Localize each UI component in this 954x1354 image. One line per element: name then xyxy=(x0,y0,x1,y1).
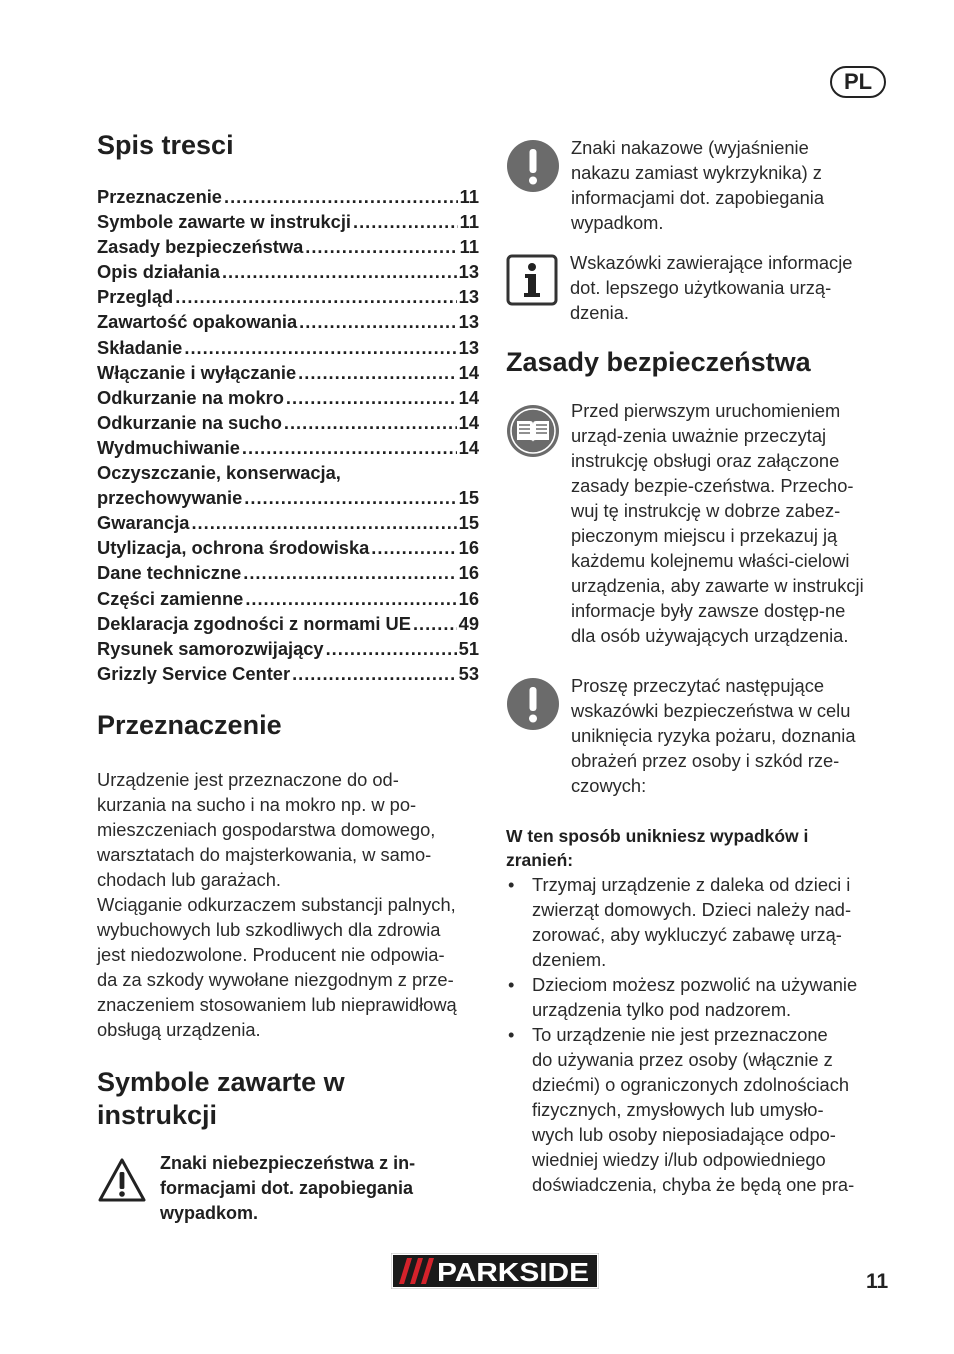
toc-dot-leader xyxy=(175,284,456,309)
text-line: wybuchowych lub szkodliwych dla zdrowia xyxy=(97,918,441,940)
text-line: zorować, aby wykluczyć zabawę urzą- xyxy=(532,924,842,945)
toc-dot-leader xyxy=(353,209,458,234)
text-line: • To urządzenie nie jest przeznaczone xyxy=(532,1024,828,1045)
toc-item-label: Części zamienne xyxy=(97,587,244,609)
brand-text: PARKSIDE xyxy=(437,1257,589,1287)
safety-bullet-list xyxy=(506,872,890,1197)
toc-item-page: 49 xyxy=(458,612,479,634)
toc-item-label: Składanie xyxy=(97,336,183,358)
toc-item-page: 13 xyxy=(458,311,479,333)
toc-item-label: Odkurzanie na sucho xyxy=(97,411,282,433)
text-line: warsztatach do majsterkowania, w samo- xyxy=(97,843,432,865)
toc-item-page: 51 xyxy=(458,637,479,659)
text-line: wypadkom. xyxy=(571,212,664,233)
toc-item xyxy=(97,636,479,661)
text-line: urządzenia, aby zawarte w instrukcji xyxy=(571,575,864,596)
book-icon xyxy=(506,404,560,463)
symbol-mandatory-row xyxy=(506,135,890,235)
section-title-symbole-line1: Symbole zawarte w xyxy=(97,1066,345,1097)
toc-item xyxy=(97,335,479,360)
toc-item-page: 13 xyxy=(458,336,479,358)
toc-dot-leader xyxy=(244,485,456,510)
table-of-contents xyxy=(97,184,479,686)
text-line: fizycznych, zmysłowych lub umysło- xyxy=(532,1099,824,1120)
text-line: • Trzymaj urządzenie z daleka od dzieci i xyxy=(532,874,851,895)
toc-item-label: Deklaracja zgodności z normami UE xyxy=(97,612,411,634)
list-item xyxy=(506,872,890,972)
text-line: Znaki niebezpieczeństwa z in- xyxy=(160,1152,416,1173)
przeznaczenie-body xyxy=(97,767,479,1042)
text-line: Wskazówki zawierające informacje xyxy=(570,252,853,273)
toc-dot-leader xyxy=(184,335,456,360)
toc-item-page: 16 xyxy=(458,537,479,559)
info-square-icon xyxy=(506,254,558,311)
toc-item-label: Zasady bezpieczeństwa xyxy=(97,236,304,258)
toc-item-page: 14 xyxy=(458,361,479,383)
text-line: znaczeniem stosowaniem lub nieprawidłową xyxy=(97,993,457,1015)
toc-item-label: Oczyszczanie, konserwacja, xyxy=(97,462,341,484)
toc-item-page: 13 xyxy=(458,286,479,308)
read-manual-text xyxy=(571,398,864,648)
text-line: dot. lepszego użytkowania urzą- xyxy=(570,277,832,298)
text-line: każdemu kolejnemu właści-cielowi xyxy=(571,550,850,571)
toc-item-page: 15 xyxy=(458,512,479,534)
toc-dot-leader xyxy=(224,184,458,209)
text-line: do używania przez osoby (włącznie z xyxy=(532,1049,833,1070)
section-title-przeznaczenie: Przeznaczenie xyxy=(97,709,282,740)
toc-dot-leader xyxy=(326,636,457,661)
exclamation-circle-icon xyxy=(506,139,560,198)
left-column xyxy=(97,126,479,1226)
text-line: Proszę przeczytać następujące xyxy=(571,675,825,696)
toc-item-page: 13 xyxy=(458,261,479,283)
read-warnings-text xyxy=(571,673,856,798)
text-line: dla osób używających urządzenia. xyxy=(571,625,849,646)
toc-item-page: 53 xyxy=(458,662,479,684)
text-line: urządzenia tylko pod nadzorem. xyxy=(532,999,792,1020)
toc-item-label: Grizzly Service Center xyxy=(97,662,291,684)
symbol-mandatory-text xyxy=(571,135,824,235)
toc-dot-leader xyxy=(245,586,456,611)
toc-item-label: Wydmuchiwanie xyxy=(97,436,240,458)
toc-dot-leader xyxy=(371,535,456,560)
toc-item-page: 16 xyxy=(458,587,479,609)
page-number: 11 xyxy=(866,1270,889,1293)
toc-item-page: 11 xyxy=(459,211,479,233)
text-line: doświadczenia, chyba że będą one pra- xyxy=(532,1174,855,1195)
toc-item-page: 11 xyxy=(459,186,479,207)
text-line: instrukcję obsługi oraz załączone xyxy=(571,450,840,471)
toc-item xyxy=(97,360,479,385)
parkside-logo xyxy=(391,1253,599,1289)
safety-subheading-line1: W ten sposób unikniesz wypadków i xyxy=(506,826,809,846)
text-line: obsługą urządzenia. xyxy=(97,1018,261,1040)
toc-item-page: 11 xyxy=(459,236,479,258)
toc-item-label: Przegląd xyxy=(97,286,174,308)
toc-item xyxy=(97,209,479,234)
text-line: chodach lub garażach. xyxy=(97,868,281,890)
text-line: zasady bezpie-czeństwa. Przecho- xyxy=(571,475,854,496)
symbol-info-text xyxy=(570,250,852,325)
toc-item xyxy=(97,435,479,460)
toc-dot-leader xyxy=(191,510,456,535)
toc-item xyxy=(97,385,479,410)
text-line: zwierząt domowych. Dzieci należy nad- xyxy=(532,899,852,920)
warning-triangle-icon xyxy=(97,1157,147,1208)
text-line: da za szkody wywołane niezgodnym z prze- xyxy=(97,968,454,990)
right-column xyxy=(506,126,890,1197)
toc-item xyxy=(97,259,479,284)
toc-dot-leader xyxy=(242,435,457,460)
toc-item xyxy=(97,535,479,560)
symbol-info-row xyxy=(506,250,890,325)
section-title-symbole-line2: instrukcji xyxy=(97,1099,218,1130)
toc-item xyxy=(97,309,479,334)
text-line: Przed pierwszym uruchomieniem xyxy=(571,400,841,421)
toc-item xyxy=(97,184,479,209)
toc-item-label: Dane techniczne xyxy=(97,562,242,584)
text-line: wych lub osoby nieposiadające odpo- xyxy=(532,1124,836,1145)
text-line: czowych: xyxy=(571,775,647,796)
text-line: formacjami dot. zapobiegania xyxy=(160,1177,414,1198)
read-warnings-row xyxy=(506,673,890,798)
toc-item xyxy=(97,485,479,510)
toc-item-label: Odkurzanie na mokro xyxy=(97,386,284,408)
text-line: nakazu zamiast wykrzyknika) z xyxy=(571,162,822,183)
toc-item xyxy=(97,611,479,636)
text-line: • Dzieciom możesz pozwolić na używanie xyxy=(532,974,858,995)
toc-item-label: Gwarancja xyxy=(97,512,190,534)
section-title-zasady: Zasady bezpieczeństwa xyxy=(506,347,811,377)
toc-item-page: 14 xyxy=(458,436,479,458)
toc-item xyxy=(97,586,479,611)
read-manual-row xyxy=(506,398,890,648)
text-line: mieszczeniach gospodarstwa domowego, xyxy=(97,818,436,840)
text-line: jest niedozwolone. Producent nie odpowia- xyxy=(97,943,445,965)
toc-item-label: Rysunek samorozwijający xyxy=(97,637,324,659)
toc-item xyxy=(97,284,479,309)
exclamation-circle-icon xyxy=(506,677,560,736)
list-item xyxy=(506,1022,890,1197)
text-line: Znaki nakazowe (wyjaśnienie xyxy=(571,137,809,158)
toc-dot-leader xyxy=(284,410,457,435)
toc-item xyxy=(97,510,479,535)
list-item xyxy=(506,972,890,1022)
toc-item xyxy=(97,560,479,585)
text-line: Wciąganie odkurzaczem substancji palnych, xyxy=(97,893,456,915)
toc-item-label: Włączanie i wyłączanie xyxy=(97,361,297,383)
text-line: wypadkom. xyxy=(160,1202,259,1223)
text-line: dziećmi) o ograniczonych zdolnościach xyxy=(532,1074,850,1095)
text-line: wiedniej wiedzy i/lub odpowiedniego xyxy=(532,1149,826,1170)
text-line: dzeniem. xyxy=(532,949,607,970)
text-line: informacjami dot. zapobiegania xyxy=(571,187,825,208)
symbol-warning-row xyxy=(97,1151,479,1226)
language-badge: PL xyxy=(830,66,886,98)
text-line: urząd-zenia uważnie przeczytaj xyxy=(571,425,827,446)
toc-item-page: 14 xyxy=(458,386,479,408)
toc-dot-leader xyxy=(243,560,456,585)
text-line: dzenia. xyxy=(570,302,629,323)
toc-dot-leader xyxy=(413,611,457,636)
safety-subheading-line2: zranień: xyxy=(506,850,574,870)
toc-item-label: Opis działania xyxy=(97,261,220,283)
text-line: kurzania na sucho i na mokro np. w po- xyxy=(97,793,417,815)
toc-item-page: 16 xyxy=(458,562,479,584)
toc-item xyxy=(97,661,479,686)
text-line: pieczonym miejscu i przekazuj ją xyxy=(571,525,838,546)
toc-item xyxy=(97,410,479,435)
toc-item-label: Utylizacja, ochrona środowiska xyxy=(97,537,370,559)
toc-item-label: Zawartość opakowania xyxy=(97,311,298,333)
toc-dot-leader xyxy=(286,385,457,410)
toc-dot-leader xyxy=(305,234,457,259)
text-line: uniknięcia ryzyka pożaru, doznania xyxy=(571,725,856,746)
text-line: informacje były zawsze dostęp-ne xyxy=(571,600,846,621)
text-line: wuj tę instrukcję w dobrze zabez- xyxy=(571,500,841,521)
section-title-symbole xyxy=(97,1066,479,1132)
toc-item xyxy=(97,460,479,485)
symbol-warning-text xyxy=(160,1151,415,1226)
toc-dot-leader xyxy=(298,360,457,385)
toc-item-label: Przeznaczenie xyxy=(97,186,222,207)
toc-item-page: 14 xyxy=(458,411,479,433)
toc-dot-leader xyxy=(299,309,457,334)
safety-subheading xyxy=(506,824,890,872)
text-line: obrażeń przez osoby i szkód rze- xyxy=(571,750,840,771)
toc-item xyxy=(97,234,479,259)
toc-dot-leader xyxy=(292,661,457,686)
text-line: wskazówki bezpieczeństwa w celu xyxy=(571,700,851,721)
toc-item-label: Symbole zawarte w instrukcji xyxy=(97,211,351,233)
toc-item-label: przechowywanie xyxy=(97,487,243,509)
toc-title: Spis tresci xyxy=(97,130,234,160)
text-line: Urządzenie jest przeznaczone do od- xyxy=(97,768,399,790)
toc-item-page: 15 xyxy=(458,487,479,509)
toc-dot-leader xyxy=(222,259,457,284)
